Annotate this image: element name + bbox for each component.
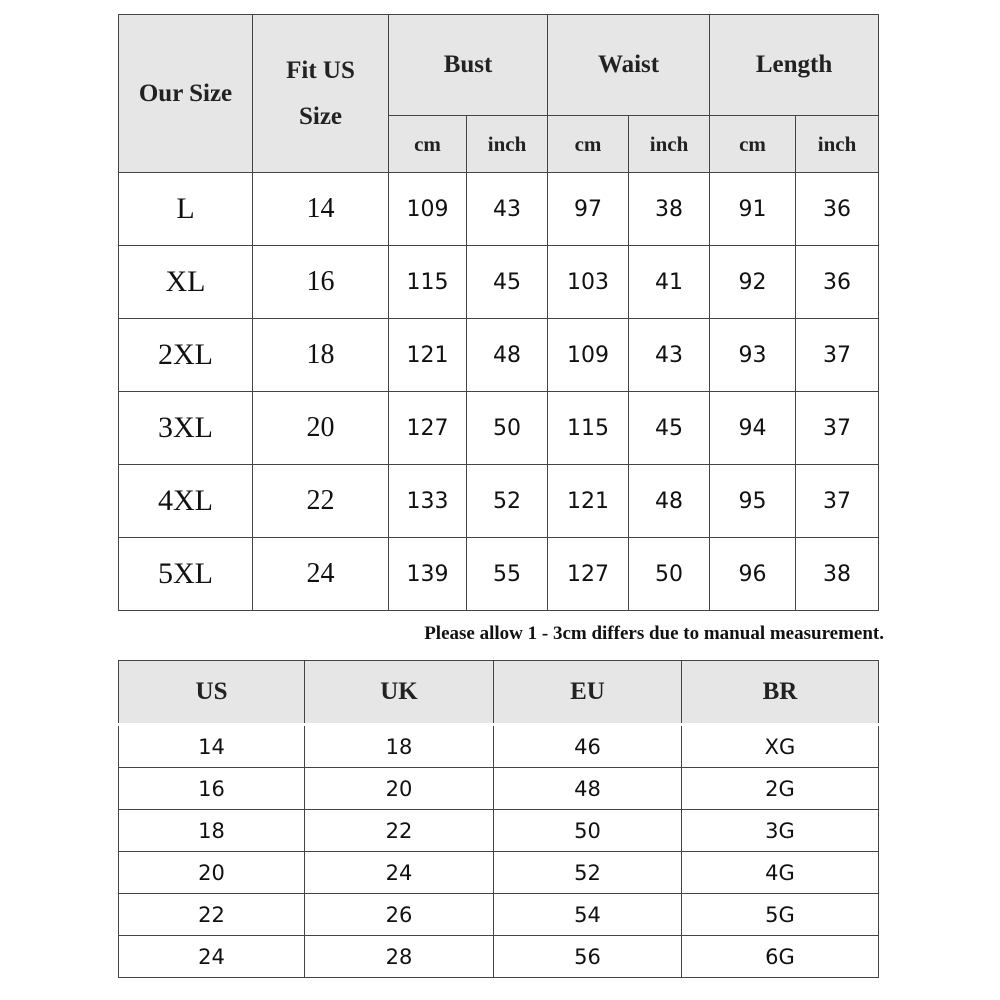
fit-us-size-header: Fit US Size bbox=[253, 15, 389, 173]
eu-cell: 50 bbox=[494, 810, 682, 852]
uk-cell: 22 bbox=[305, 810, 494, 852]
waist-cm-cell: 109 bbox=[548, 319, 629, 392]
bust-inch-cell: 48 bbox=[467, 319, 548, 392]
us-size-cell: 20 bbox=[253, 392, 389, 465]
length-cm-cell: 92 bbox=[710, 246, 796, 319]
waist-inch-cell: 38 bbox=[629, 173, 710, 246]
waist-cm-cell: 103 bbox=[548, 246, 629, 319]
uk-cell: 24 bbox=[305, 852, 494, 894]
conversion-row bbox=[119, 852, 879, 894]
bust-cm-cell: 133 bbox=[389, 465, 467, 538]
our-size-cell: 5XL bbox=[119, 538, 253, 611]
our-size-cell: XL bbox=[119, 246, 253, 319]
us-size-cell: 18 bbox=[253, 319, 389, 392]
us-cell: 22 bbox=[119, 894, 305, 936]
bust-cm-header: cm bbox=[389, 116, 467, 173]
length-inch-cell: 36 bbox=[796, 173, 879, 246]
length-cm-cell: 95 bbox=[710, 465, 796, 538]
length-inch-cell: 37 bbox=[796, 465, 879, 538]
waist-inch-cell: 50 bbox=[629, 538, 710, 611]
bust-inch-header: inch bbox=[467, 116, 548, 173]
size-chart-body bbox=[119, 173, 879, 611]
br-cell: 5G bbox=[682, 894, 879, 936]
measurement-note: Please allow 1 - 3cm differs due to manual measurement. bbox=[424, 623, 884, 644]
our-size-cell: 4XL bbox=[119, 465, 253, 538]
us-header: US bbox=[119, 661, 305, 725]
eu-cell: 46 bbox=[494, 725, 682, 768]
br-cell: 6G bbox=[682, 936, 879, 978]
length-cm-cell: 91 bbox=[710, 173, 796, 246]
length-inch-cell: 36 bbox=[796, 246, 879, 319]
size-conversion-body bbox=[119, 725, 879, 978]
length-header: Length bbox=[710, 15, 879, 116]
conversion-row bbox=[119, 810, 879, 852]
our-size-header: Our Size bbox=[119, 15, 253, 173]
size-row bbox=[119, 246, 879, 319]
bust-header: Bust bbox=[389, 15, 548, 116]
bust-inch-cell: 52 bbox=[467, 465, 548, 538]
waist-inch-cell: 45 bbox=[629, 392, 710, 465]
br-header: BR bbox=[682, 661, 879, 725]
length-inch-cell: 37 bbox=[796, 392, 879, 465]
waist-inch-cell: 48 bbox=[629, 465, 710, 538]
br-cell: XG bbox=[682, 725, 879, 768]
waist-inch-cell: 43 bbox=[629, 319, 710, 392]
eu-cell: 52 bbox=[494, 852, 682, 894]
uk-cell: 20 bbox=[305, 768, 494, 810]
eu-cell: 48 bbox=[494, 768, 682, 810]
our-size-cell: L bbox=[119, 173, 253, 246]
waist-cm-cell: 127 bbox=[548, 538, 629, 611]
bust-inch-cell: 50 bbox=[467, 392, 548, 465]
length-cm-cell: 96 bbox=[710, 538, 796, 611]
length-inch-cell: 37 bbox=[796, 319, 879, 392]
waist-inch-cell: 41 bbox=[629, 246, 710, 319]
us-cell: 20 bbox=[119, 852, 305, 894]
us-cell: 14 bbox=[119, 725, 305, 768]
us-cell: 24 bbox=[119, 936, 305, 978]
uk-header: UK bbox=[305, 661, 494, 725]
uk-cell: 28 bbox=[305, 936, 494, 978]
us-cell: 18 bbox=[119, 810, 305, 852]
waist-cm-cell: 115 bbox=[548, 392, 629, 465]
waist-inch-header: inch bbox=[629, 116, 710, 173]
size-row bbox=[119, 538, 879, 611]
bust-cm-cell: 109 bbox=[389, 173, 467, 246]
uk-cell: 26 bbox=[305, 894, 494, 936]
length-inch-cell: 38 bbox=[796, 538, 879, 611]
eu-cell: 56 bbox=[494, 936, 682, 978]
conversion-row bbox=[119, 725, 879, 768]
bust-cm-cell: 127 bbox=[389, 392, 467, 465]
our-size-cell: 2XL bbox=[119, 319, 253, 392]
bust-cm-cell: 121 bbox=[389, 319, 467, 392]
bust-cm-cell: 139 bbox=[389, 538, 467, 611]
uk-cell: 18 bbox=[305, 725, 494, 768]
size-row bbox=[119, 319, 879, 392]
size-conversion-table bbox=[118, 660, 879, 978]
bust-inch-cell: 45 bbox=[467, 246, 548, 319]
waist-cm-header: cm bbox=[548, 116, 629, 173]
us-cell: 16 bbox=[119, 768, 305, 810]
us-size-cell: 22 bbox=[253, 465, 389, 538]
size-row bbox=[119, 465, 879, 538]
length-cm-cell: 94 bbox=[710, 392, 796, 465]
length-cm-cell: 93 bbox=[710, 319, 796, 392]
length-inch-header: inch bbox=[796, 116, 879, 173]
us-size-cell: 24 bbox=[253, 538, 389, 611]
length-cm-header: cm bbox=[710, 116, 796, 173]
us-size-cell: 16 bbox=[253, 246, 389, 319]
waist-cm-cell: 97 bbox=[548, 173, 629, 246]
our-size-cell: 3XL bbox=[119, 392, 253, 465]
br-cell: 4G bbox=[682, 852, 879, 894]
conversion-row bbox=[119, 936, 879, 978]
conversion-row bbox=[119, 894, 879, 936]
bust-inch-cell: 55 bbox=[467, 538, 548, 611]
br-cell: 2G bbox=[682, 768, 879, 810]
bust-cm-cell: 115 bbox=[389, 246, 467, 319]
size-row bbox=[119, 392, 879, 465]
size-chart-table bbox=[118, 14, 879, 611]
us-size-cell: 14 bbox=[253, 173, 389, 246]
br-cell: 3G bbox=[682, 810, 879, 852]
eu-cell: 54 bbox=[494, 894, 682, 936]
conversion-row bbox=[119, 768, 879, 810]
eu-header: EU bbox=[494, 661, 682, 725]
waist-header: Waist bbox=[548, 15, 710, 116]
size-row bbox=[119, 173, 879, 246]
bust-inch-cell: 43 bbox=[467, 173, 548, 246]
waist-cm-cell: 121 bbox=[548, 465, 629, 538]
